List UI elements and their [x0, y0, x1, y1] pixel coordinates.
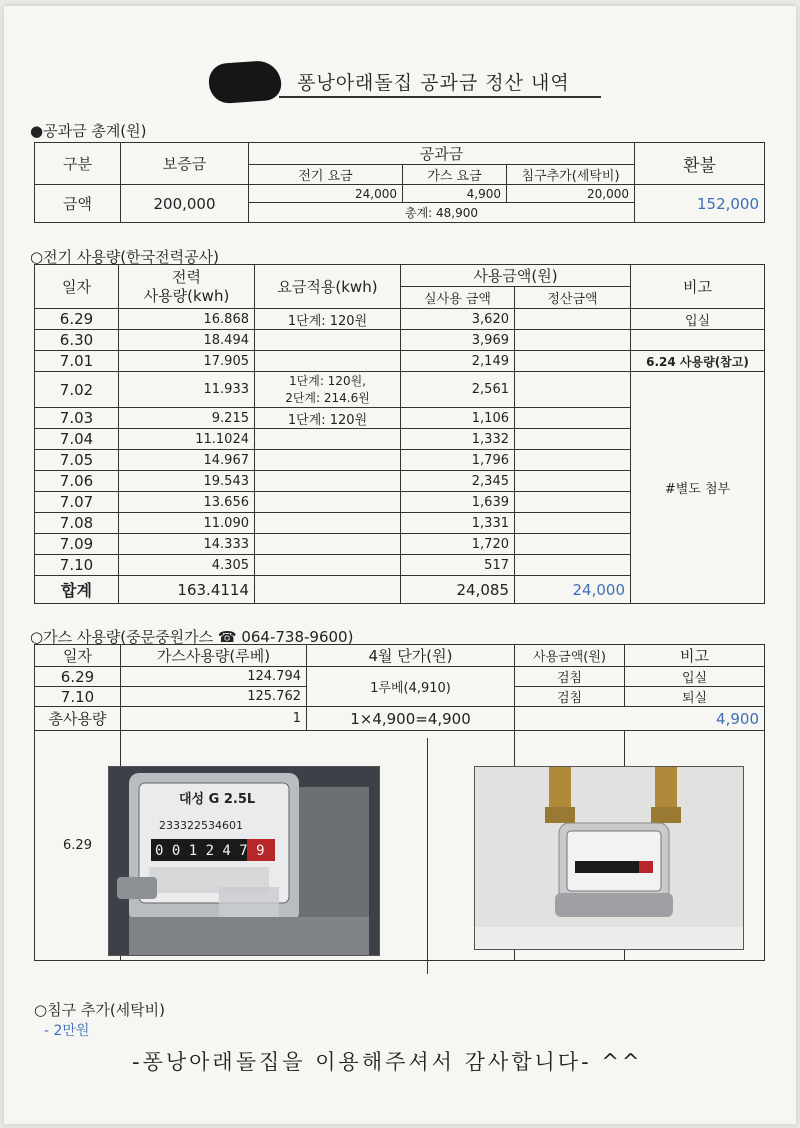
- rate-line2: 2단계: 214.6원: [285, 390, 370, 405]
- col-usage-line2: 사용량(kwh): [143, 286, 230, 305]
- col-bedding: 침구추가(세탁비): [507, 165, 635, 185]
- row-settle: [515, 408, 631, 429]
- row-date: 7.09: [35, 534, 119, 555]
- row-settle: [515, 429, 631, 450]
- col-gas-note: 비고: [625, 645, 765, 667]
- row-usage: 11.090: [119, 513, 255, 534]
- row-rate: [255, 351, 401, 372]
- settle-amount: 24,000: [515, 576, 631, 604]
- col-gas: 가스 요금: [403, 165, 507, 185]
- row-settle: [515, 372, 631, 408]
- electric-heading: ○전기 사용량(한국전력공사): [30, 248, 219, 266]
- row-rate: [255, 471, 401, 492]
- row-usage: 13.656: [119, 492, 255, 513]
- row-rate: [255, 534, 401, 555]
- col-date: 일자: [35, 645, 121, 667]
- col-utilities: 공과금: [249, 143, 635, 165]
- row-settle: [515, 492, 631, 513]
- meter-brand: 대성 G 2.5L: [179, 792, 256, 807]
- row-settle: [515, 309, 631, 330]
- utilities-total: 총계: 48,900: [249, 203, 635, 223]
- gas-meter-wall-illustration: [475, 767, 744, 950]
- refund-value: 152,000: [635, 185, 765, 223]
- row-label-amount: 금액: [35, 185, 121, 223]
- row-amount: 3,969: [401, 330, 515, 351]
- col-amount: 사용금액(원): [401, 265, 631, 287]
- row-settle: [515, 450, 631, 471]
- gas-reading: 검침: [515, 667, 625, 687]
- row-usage: 9.215: [119, 408, 255, 429]
- col-gas-usage: 가스사용량(루베): [121, 645, 307, 667]
- row-usage: 11.933: [119, 372, 255, 408]
- row-settle: [515, 513, 631, 534]
- gas-reading: 검침: [515, 687, 625, 707]
- title-block: [209, 58, 599, 98]
- row-rate: [255, 450, 401, 471]
- row-amount: 1,720: [401, 534, 515, 555]
- row-date: 7.07: [35, 492, 119, 513]
- col-unit-price: 4월 단가(원): [307, 645, 515, 667]
- gas-note: 입실: [625, 667, 765, 687]
- row-amount: 1,639: [401, 492, 515, 513]
- row-rate: [255, 330, 401, 351]
- note-reference: 6.24 사용량(참고): [631, 351, 765, 372]
- row-usage: 14.333: [119, 534, 255, 555]
- document-sheet: [4, 6, 796, 1124]
- row-amount: 1,106: [401, 408, 515, 429]
- gas-usage: 124.794: [121, 667, 307, 687]
- gas-date: 6.29: [35, 667, 121, 687]
- meter-digits: 0 0 1 2 4 7 9: [155, 843, 265, 859]
- bedding-fee-value: 20,000: [507, 185, 635, 203]
- col-refund: 환불: [635, 143, 765, 185]
- gas-total-calc: 1×4,900=4,900: [307, 707, 515, 731]
- col-category: 구분: [35, 143, 121, 185]
- page-title: 퐁낭아래돌집 공과금 정산 내역: [297, 72, 570, 94]
- meter-serial: 233322534601: [159, 819, 243, 832]
- gas-meter-photo-629: [108, 766, 380, 956]
- note-attached: #별도 첨부: [631, 372, 765, 604]
- gas-note: 퇴실: [625, 687, 765, 707]
- row-date: 7.05: [35, 450, 119, 471]
- row-settle: [515, 471, 631, 492]
- gas-fee-value: 4,900: [403, 185, 507, 203]
- gas-unit-price: 1루베(4,910): [307, 667, 515, 707]
- photo1-date: 6.29: [35, 731, 121, 961]
- row-date: 6.30: [35, 330, 119, 351]
- row-rate: [255, 492, 401, 513]
- photo-divider: [427, 738, 428, 974]
- row-date: 7.10: [35, 555, 119, 576]
- electric-table: [34, 264, 765, 604]
- gas-meter-photo-710: [474, 766, 744, 950]
- gas-usage: 125.762: [121, 687, 307, 707]
- gas-date: 7.10: [35, 687, 121, 707]
- row-usage: 14.967: [119, 450, 255, 471]
- row-rate: [255, 429, 401, 450]
- gas-total-label: 총사용량: [35, 707, 121, 731]
- row-date: 7.01: [35, 351, 119, 372]
- col-deposit: 보증금: [121, 143, 249, 185]
- bedding-heading: ○침구 추가(세탁비): [34, 1001, 165, 1019]
- row-usage: 16.868: [119, 309, 255, 330]
- col-rate: 요금적용(kwh): [255, 265, 401, 309]
- row-amount: 2,149: [401, 351, 515, 372]
- row-rate: [255, 513, 401, 534]
- row-usage: 19.543: [119, 471, 255, 492]
- col-date: 일자: [35, 265, 119, 309]
- gas-meter-illustration: [109, 767, 380, 956]
- row-rate: [255, 555, 401, 576]
- row-amount: 1,332: [401, 429, 515, 450]
- row-usage: 17.905: [119, 351, 255, 372]
- row-date: 6.29: [35, 309, 119, 330]
- col-usage: [119, 265, 255, 309]
- col-actual: 실사용 금액: [401, 287, 515, 309]
- col-note: 비고: [631, 265, 765, 309]
- row-rate: 1단계: 120원: [255, 408, 401, 429]
- col-electric: 전기 요금: [249, 165, 403, 185]
- summary-table: [34, 142, 765, 223]
- row-date: 7.03: [35, 408, 119, 429]
- summary-heading: ●공과금 총계(원): [30, 122, 147, 140]
- thanks-message: -퐁낭아래돌집을 이용해주셔서 감사합니다- ^^: [132, 1050, 643, 1074]
- row-amount: 2,561: [401, 372, 515, 408]
- row-settle: [515, 330, 631, 351]
- gas-heading: ○가스 사용량(중문중원가스 ☎ 064-738-9600): [30, 628, 354, 646]
- gas-total-amount: 4,900: [515, 707, 765, 731]
- row-usage: 4.305: [119, 555, 255, 576]
- row-amount: 2,345: [401, 471, 515, 492]
- row-rate: [255, 372, 401, 408]
- row-settle: [515, 351, 631, 372]
- rate-line1: 1단계: 120원,: [289, 373, 366, 388]
- row-settle: [515, 555, 631, 576]
- total-usage: 163.4114: [119, 576, 255, 604]
- row-usage: 18.494: [119, 330, 255, 351]
- row-amount: 1,796: [401, 450, 515, 471]
- row-date: 7.02: [35, 372, 119, 408]
- note-checkin: 입실: [631, 309, 765, 330]
- row-rate: 1단계: 120원: [255, 309, 401, 330]
- row-amount: 1,331: [401, 513, 515, 534]
- total-rate: [255, 576, 401, 604]
- col-usage-line1: 전력: [172, 267, 201, 286]
- row-amount: 3,620: [401, 309, 515, 330]
- electric-fee-value: 24,000: [249, 185, 403, 203]
- row-usage: 11.1024: [119, 429, 255, 450]
- row-settle: [515, 534, 631, 555]
- gas-total-usage: 1: [121, 707, 307, 731]
- row-note: [631, 330, 765, 351]
- redaction-mark: [208, 60, 283, 105]
- deposit-value: 200,000: [121, 185, 249, 223]
- title-underline: [279, 96, 601, 98]
- row-amount: 517: [401, 555, 515, 576]
- col-settle: 정산금액: [515, 287, 631, 309]
- total-amount: 24,085: [401, 576, 515, 604]
- bedding-item: - 2만원: [44, 1023, 90, 1039]
- col-gas-amount: 사용금액(원): [515, 645, 625, 667]
- row-date: 7.08: [35, 513, 119, 534]
- row-date: 7.06: [35, 471, 119, 492]
- row-date: 7.04: [35, 429, 119, 450]
- total-label: 합계: [35, 576, 119, 604]
